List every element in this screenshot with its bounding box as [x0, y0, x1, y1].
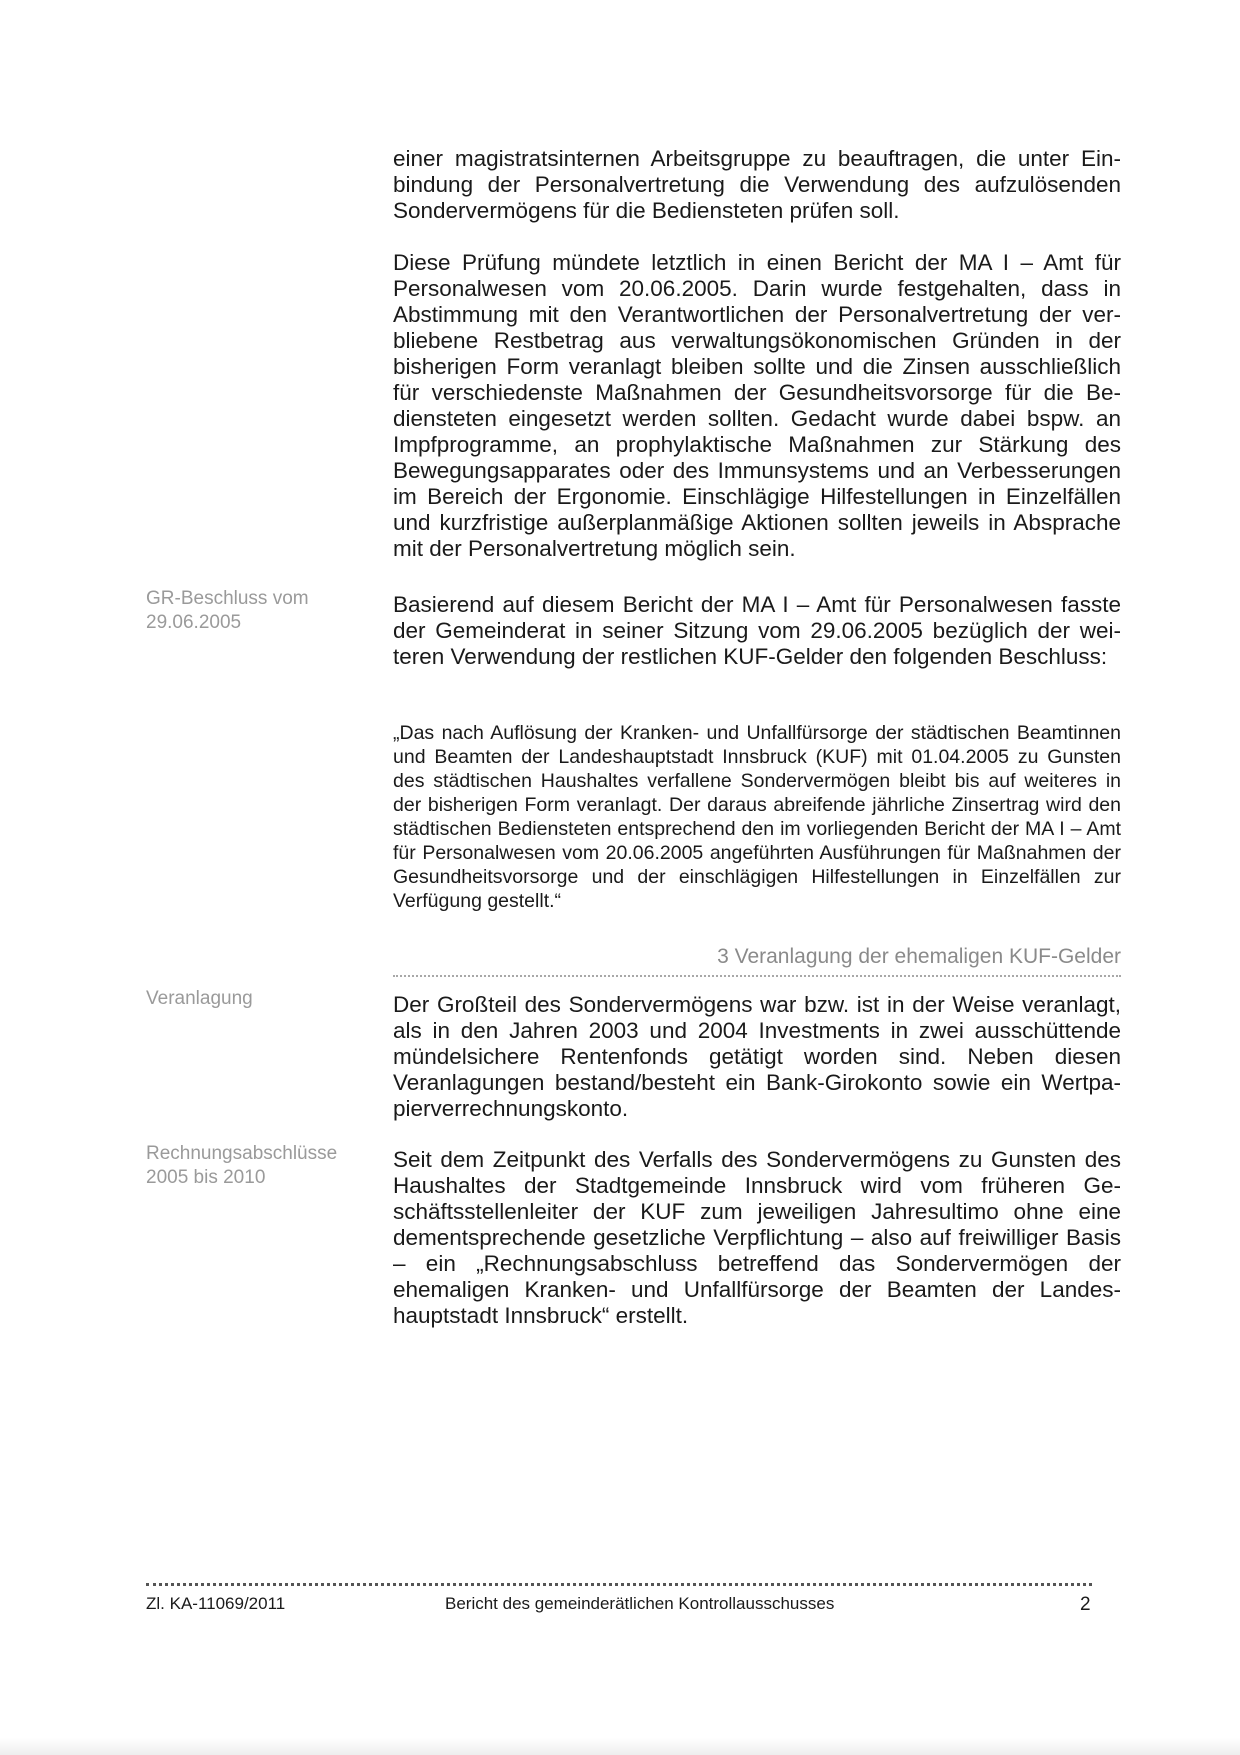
paragraph-3: Basierend auf diesem Bericht der MA I – Amt für Personalwesen fasste der Gemeinderat in seiner Sitzung vom 29.06.2005 bezüglich der weiteren Verwendung der restlichen KUF-Gelder den folgenden Beschluss:	[393, 592, 1121, 669]
margin-note-line: 29.06.2005	[146, 612, 242, 633]
footer-reference: Zl. KA-11069/2011	[146, 1594, 286, 1613]
margin-note-line: 2005 bis 2010	[146, 1167, 266, 1188]
paragraph-2: Diese Prüfung mündete letztlich in einen Bericht der MA I – Amt für Personalwesen vom 20.06.2005. Darin wurde festgehalten, dass in Abstimmung mit den Verantwortlichen der Personalvertretung der verbliebene Restbetrag aus verwaltungsökonomischen Gründen in der bisherigen Form veranlagt bleiben sollte und die Zinsen ausschließlich für verschiedenste Maßnahmen der Gesundheitsvorsorge für die Bediensteten eingesetzt werden sollten. Gedacht wurde dabei bspw. an Impfprogramme, an prophylaktische Maßnahmen zur Stärkung des Bewegungsapparates oder des Immunsystems und an Verbesserungen im Bereich der Ergonomie. Einschlägige Hilfestellungen in Einzelfällen und kurzfristige außerplanmäßige Aktionen sollten jeweils in Absprache mit der Personalvertretung möglich sein.	[393, 250, 1121, 561]
quoted-resolution: „Das nach Auflösung der Kranken- und Unfallfürsorge der städtischen Beamtinnen und Beamten der Landeshauptstadt Innsbruck (KUF) mit 01.04.2005 zu Gunsten des städtischen Haushaltes verfallene Sondervermögen bleibt bis auf weiteres in der bisherigen Form veranlagt. Der daraus abreifende jährliche Zinsertrag wird den städtischen Bediensteten entsprechend den im vorliegenden Bericht der MA I – Amt für Personalwesen vom 20.06.2005 angeführten Ausführungen für Maßnahmen der Gesundheitsvorsorge und der einschlägigen Hilfestellungen in Einzelfällen zur Verfügung gestellt.“	[393, 722, 1121, 912]
paragraph-5: Seit dem Zeitpunkt des Verfalls des Sondervermögens zu Gunsten des Haushaltes der Stadtgemeinde Innsbruck wird vom früheren Geschäftsstellenleiter der KUF zum jeweiligen Jahresultimo ohne eine dementsprechende gesetzliche Verpflichtung – also auf freiwilliger Basis – ein „Rechnungsabschluss betreffend das Sondervermögen der ehemaligen Kranken- und Unfallfürsorge der Beamten der Landeshauptstadt Innsbruck“ erstellt.	[393, 1147, 1121, 1328]
margin-note-veranlagung: Veranlagung	[146, 988, 253, 1009]
footer-title: Bericht des gemeinderätlichen Kontrollausschusses	[445, 1594, 835, 1613]
scan-edge-shade	[0, 1738, 1240, 1755]
margin-note-line: GR-Beschluss vom	[146, 588, 309, 609]
paragraph-1: einer magistratsinternen Arbeitsgruppe zu beauftragen, die unter Einbindung der Personalvertretung die Verwendung des aufzulösenden Sondervermögens für die Bediensteten prüfen soll.	[393, 146, 1121, 223]
footer-divider	[146, 1583, 1092, 1586]
margin-note-gr-beschluss	[146, 587, 366, 635]
page-number: 2	[1080, 1594, 1091, 1615]
section-heading: 3 Veranlagung der ehemaligen KUF-Gelder	[393, 945, 1121, 977]
margin-note-rechnungsabschluesse	[146, 1142, 366, 1190]
margin-note-line: Rechnungsabschlüsse	[146, 1143, 338, 1164]
paragraph-4: Der Großteil des Sondervermögens war bzw. ist in der Weise veranlagt, als in den Jahren 2003 und 2004 Investments in zwei ausschüttende mündelsichere Rentenfonds getätigt worden sind. Neben diesen Veranlagungen bestand/besteht ein Bank-Girokonto sowie ein Wertpapierverrechnungskonto.	[393, 992, 1121, 1121]
